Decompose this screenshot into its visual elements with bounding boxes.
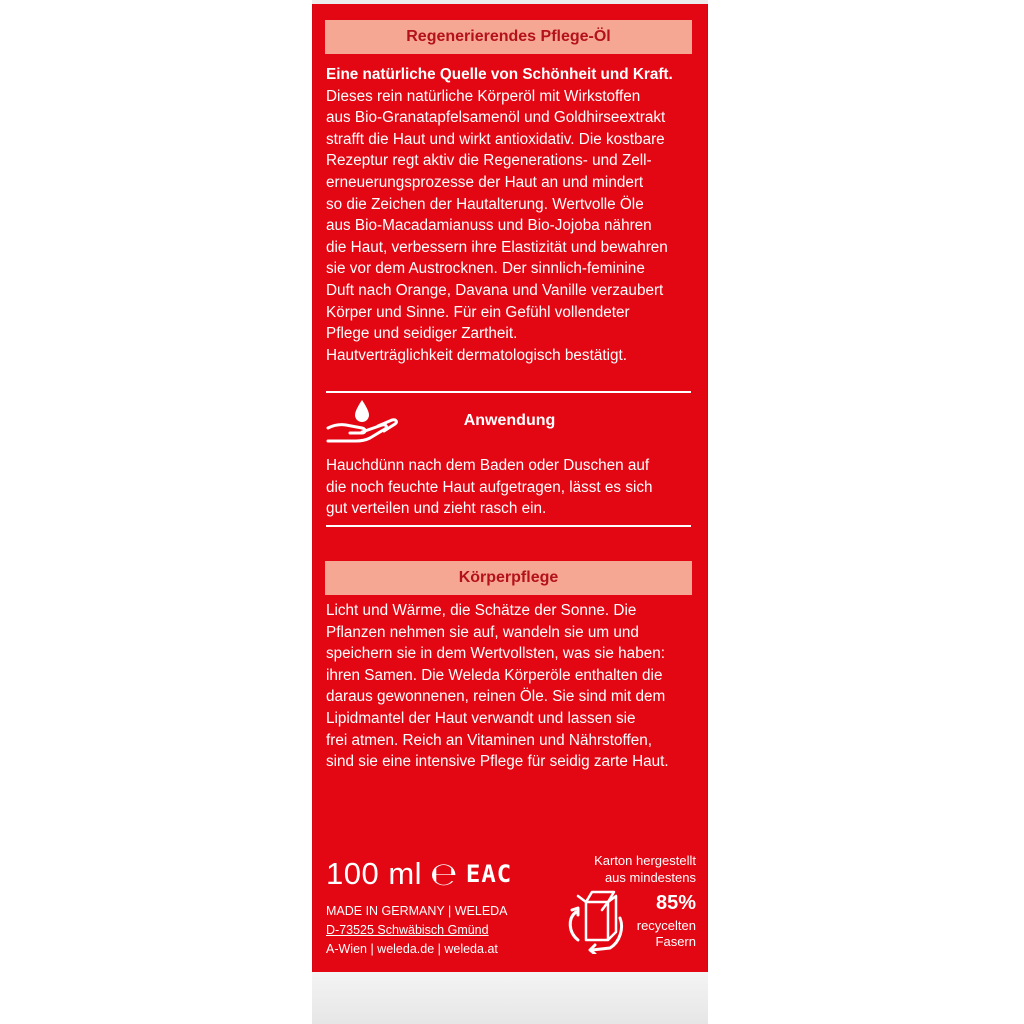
carton-note-line: Karton hergestellt xyxy=(594,853,696,868)
recycled-box-icon xyxy=(562,888,624,954)
address-line: A-Wien | weleda.de | weleda.at xyxy=(326,942,498,956)
carton-percent: 85% xyxy=(655,892,696,914)
text-line: aus Bio-Macadamianuss und Bio-Jojoba nähren xyxy=(326,217,652,235)
text-line: die noch feuchte Haut aufgetragen, lässt es sich xyxy=(326,478,653,496)
regenerating-headline: Eine natürliche Quelle von Schönheit und Kraft. xyxy=(326,66,673,83)
text-line: Lipidmantel der Haut verwandt und lassen sie xyxy=(326,709,636,727)
text-line: speichern sie in dem Wertvollsten, was sie haben: xyxy=(326,645,665,663)
text-line: strafft die Haut und wirkt antioxidativ. Die kostbare xyxy=(326,130,665,148)
text-line: Hauchdünn nach dem Baden oder Duschen auf xyxy=(326,457,650,474)
text-line: frei atmen. Reich an Vitaminen und Nährstoffen, xyxy=(326,731,652,749)
text-line: sie vor dem Austrocknen. Der sinnlich-feminine xyxy=(326,260,645,278)
text-line: die Haut, verbessern ihre Elastizität und bewahren xyxy=(326,238,668,256)
section-title-bodycare: Körperpflege xyxy=(325,561,692,595)
text-line: ihren Samen. Die Weleda Körperöle enthalten die xyxy=(326,666,663,684)
text-line: Pflege und seidiger Zartheit. xyxy=(326,325,518,343)
usage-text xyxy=(326,455,694,520)
panel-top-edge xyxy=(312,0,708,4)
text-line: erneuerungsprozesse der Haut an und mindert xyxy=(326,173,644,191)
manufacturer-address xyxy=(326,902,566,959)
estimated-sign-icon: ℮ xyxy=(430,855,458,893)
text-line: aus Bio-Granatapfelsamenöl und Goldhirseextrakt xyxy=(326,109,666,127)
recycled-carton-info xyxy=(562,852,696,962)
regenerating-text xyxy=(326,64,694,366)
carton-fibers xyxy=(637,918,696,950)
section-title-regenerating: Regenerierendes Pflege-Öl xyxy=(325,20,692,54)
hand-with-drop-icon xyxy=(326,398,402,446)
address-line: MADE IN GERMANY | WELEDA xyxy=(326,904,508,918)
volume-value: 100 ml xyxy=(326,856,423,891)
bodycare-text xyxy=(326,600,694,773)
carton-fibers-line: Fasern xyxy=(655,934,696,949)
divider xyxy=(326,525,691,527)
text-line: Dieses rein natürliche Körperöl mit Wirkstoffen xyxy=(326,87,641,105)
panel-bottom-flap xyxy=(312,972,708,1024)
text-line: so die Zeichen der Hautalterung. Wertvolle Öle xyxy=(326,195,644,213)
text-line: Rezeptur regt aktiv die Regenerations- und Zell- xyxy=(326,152,652,170)
divider xyxy=(326,391,691,393)
text-line: gut verteilen und zieht rasch ein. xyxy=(326,500,547,518)
volume-row xyxy=(326,852,512,896)
carton-note-line: aus mindestens xyxy=(604,870,696,885)
text-line: daraus gewonnenen, reinen Öle. Sie sind mit dem xyxy=(326,688,666,706)
carton-note xyxy=(594,852,696,886)
carton-fibers-line: recycelten xyxy=(636,918,696,933)
text-line: Licht und Wärme, die Schätze der Sonne. Die xyxy=(326,602,637,619)
text-line: Duft nach Orange, Davana und Vanille verzaubert xyxy=(326,281,664,299)
text-line: Pflanzen nehmen sie auf, wandeln sie um und xyxy=(326,623,639,641)
text-line: sind sie eine intensive Pflege für seidig zarte Haut. xyxy=(326,753,669,771)
usage-title: Anwendung xyxy=(463,412,556,429)
label-panel xyxy=(312,0,708,1024)
text-line: Hautverträglichkeit dermatologisch bestätigt. xyxy=(326,346,627,364)
address-line: D-73525 Schwäbisch Gmünd xyxy=(326,923,489,937)
text-line: Körper und Sinne. Für ein Gefühl vollendeter xyxy=(326,303,630,321)
eac-mark: EAC xyxy=(465,860,513,888)
